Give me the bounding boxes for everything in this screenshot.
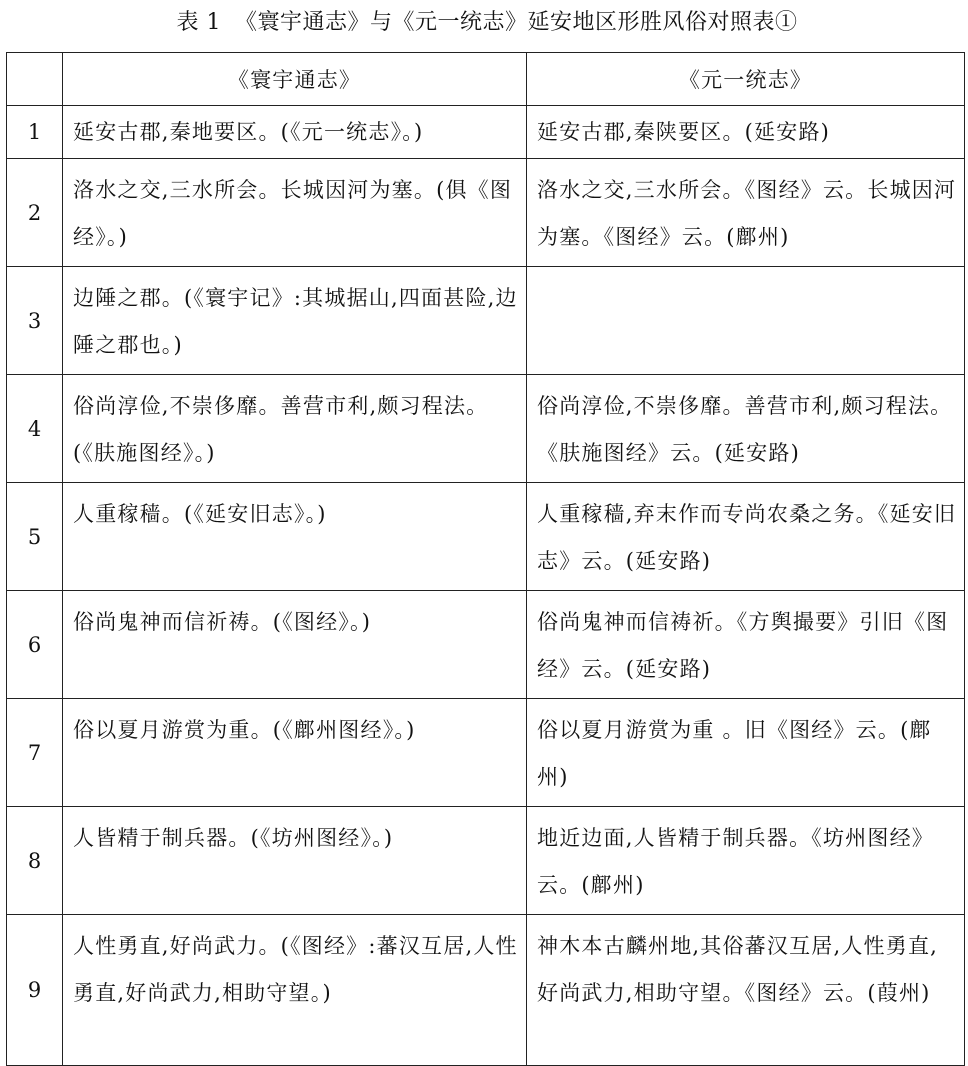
table-row xyxy=(7,591,965,699)
yuan-cell: 地近边面,人皆精于制兵器。《坊州图经》云。(鄜州) xyxy=(527,807,965,915)
row-number: 1 xyxy=(7,106,63,159)
row-number: 2 xyxy=(7,159,63,267)
huanyu-cell: 俗尚淳俭,不崇侈靡。善营市利,颇习程法。(《肤施图经》。) xyxy=(63,375,527,483)
row-number: 6 xyxy=(7,591,63,699)
yuan-cell: 人重稼穑,弃末作而专尚农桑之务。《延安旧志》云。(延安路) xyxy=(527,483,965,591)
row-number: 9 xyxy=(7,915,63,1066)
header-index xyxy=(7,53,63,106)
header-huanyu-tongzhi: 《寰宇通志》 xyxy=(63,53,527,106)
yuan-cell: 俗以夏月游赏为重 。旧《图经》云。(鄜州) xyxy=(527,699,965,807)
table-row xyxy=(7,106,965,159)
table-row xyxy=(7,699,965,807)
row-number: 7 xyxy=(7,699,63,807)
huanyu-cell: 俗以夏月游赏为重。(《鄜州图经》。) xyxy=(63,699,527,807)
table-header xyxy=(7,53,965,106)
yuan-cell: 俗尚鬼神而信祷祈。《方舆撮要》引旧《图经》云。(延安路) xyxy=(527,591,965,699)
yuan-cell: 延安古郡,秦陕要区。(延安路) xyxy=(527,106,965,159)
huanyu-cell: 人性勇直,好尚武力。(《图经》:蕃汉互居,人性勇直,好尚武力,相助守望。) xyxy=(63,915,527,1066)
row-number: 4 xyxy=(7,375,63,483)
yuan-cell: 俗尚淳俭,不崇侈靡。善营市利,颇习程法。《肤施图经》云。(延安路) xyxy=(527,375,965,483)
table-row xyxy=(7,807,965,915)
yuan-cell: 神木本古麟州地,其俗蕃汉互居,人性勇直,好尚武力,相助守望。《图经》云。(葭州) xyxy=(527,915,965,1066)
table-row xyxy=(7,159,965,267)
yuan-cell xyxy=(527,267,965,375)
table-row xyxy=(7,483,965,591)
table-row xyxy=(7,267,965,375)
huanyu-cell: 人重稼穑。(《延安旧志》。) xyxy=(63,483,527,591)
comparison-table xyxy=(6,52,965,1066)
table-number: 表 1 xyxy=(176,10,221,35)
huanyu-cell: 洛水之交,三水所会。长城因河为塞。(俱《图经》。) xyxy=(63,159,527,267)
row-number: 8 xyxy=(7,807,63,915)
huanyu-cell: 边陲之郡。(《寰宇记》:其城据山,四面甚险,边陲之郡也。) xyxy=(63,267,527,375)
table-title: 《寰宇通志》与《元一统志》延安地区形胜风俗对照表① xyxy=(234,10,798,35)
row-number: 5 xyxy=(7,483,63,591)
table-caption xyxy=(0,6,968,40)
table-body xyxy=(7,106,965,1066)
huanyu-cell: 俗尚鬼神而信祈祷。(《图经》。) xyxy=(63,591,527,699)
header-row xyxy=(7,53,965,106)
row-number: 3 xyxy=(7,267,63,375)
huanyu-cell: 人皆精于制兵器。(《坊州图经》。) xyxy=(63,807,527,915)
huanyu-cell: 延安古郡,秦地要区。(《元一统志》。) xyxy=(63,106,527,159)
header-yuan-yitongzhi: 《元一统志》 xyxy=(527,53,965,106)
yuan-cell: 洛水之交,三水所会。《图经》云。长城因河为塞。《图经》云。(鄜州) xyxy=(527,159,965,267)
table-row xyxy=(7,375,965,483)
table-row xyxy=(7,915,965,1066)
